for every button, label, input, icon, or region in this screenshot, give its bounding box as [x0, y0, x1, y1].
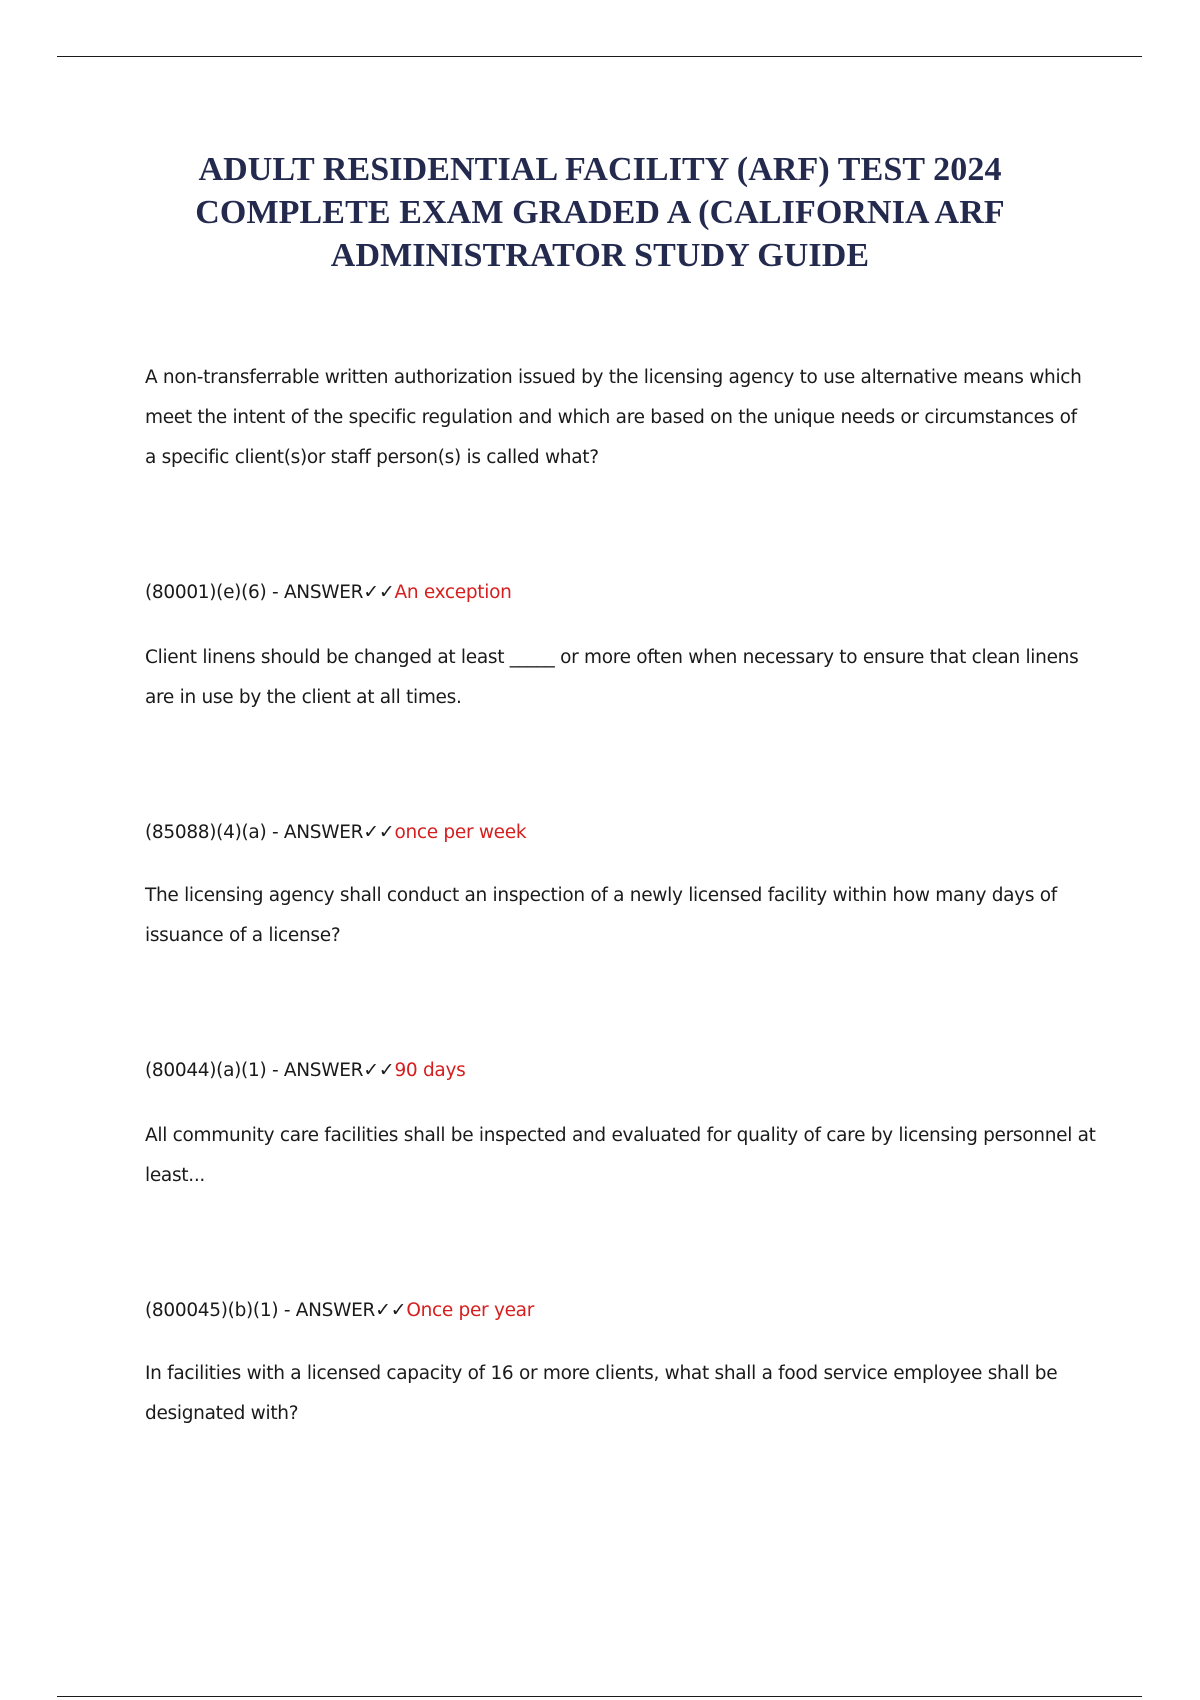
- footer-rule: [57, 1696, 1142, 1697]
- question-line: issuance of a license?: [145, 925, 341, 946]
- answer-2: [145, 818, 526, 847]
- question-line: designated with?: [145, 1403, 299, 1424]
- document-title: [100, 148, 1100, 277]
- title-line: ADMINISTRATOR STUDY GUIDE: [330, 237, 870, 274]
- question-5: [145, 1354, 1095, 1434]
- question-line: In facilities with a licensed capacity of 16 or more clients, what shall a food service employee shall be: [145, 1363, 1058, 1384]
- answer-1: [145, 578, 512, 607]
- title-line: COMPLETE EXAM GRADED A (CALIFORNIA ARF: [195, 194, 1005, 231]
- question-line: least...: [145, 1165, 205, 1186]
- checkmark-icon: ✓✓: [363, 821, 395, 843]
- question-2: [145, 638, 1095, 718]
- title-line: ADULT RESIDENTIAL FACILITY (ARF) TEST 2024: [198, 151, 1002, 188]
- answer-reference: (800045)(b)(1) - ANSWER: [145, 1300, 376, 1321]
- question-line: meet the intent of the specific regulation and which are based on the unique needs or circumstances of: [145, 407, 1077, 428]
- answer-text: Once per year: [406, 1300, 535, 1321]
- question-line: a specific client(s)or staff person(s) is called what?: [145, 447, 599, 468]
- answer-text: An exception: [394, 582, 512, 603]
- answer-reference: (80044)(a)(1) - ANSWER: [145, 1060, 364, 1081]
- checkmark-icon: ✓✓: [375, 1299, 407, 1321]
- header-rule: [57, 56, 1142, 57]
- checkmark-icon: ✓✓: [363, 1059, 395, 1081]
- answer-3: [145, 1056, 465, 1085]
- question-3: [145, 876, 1095, 956]
- question-4: [145, 1116, 1095, 1196]
- question-line: are in use by the client at all times.: [145, 687, 462, 708]
- answer-4: [145, 1296, 534, 1325]
- answer-reference: (85088)(4)(a) - ANSWER: [145, 822, 364, 843]
- question-line: A non-transferrable written authorization issued by the licensing agency to use alternative means which: [145, 367, 1082, 388]
- answer-reference: (80001)(e)(6) - ANSWER: [145, 582, 364, 603]
- question-line: The licensing agency shall conduct an inspection of a newly licensed facility within how many days of: [145, 885, 1057, 906]
- checkmark-icon: ✓✓: [363, 581, 395, 603]
- question-1: [145, 358, 1095, 478]
- answer-text: 90 days: [394, 1060, 466, 1081]
- question-line: Client linens should be changed at least _____ or more often when necessary to ensure that clean linens: [145, 647, 1079, 668]
- question-line: All community care facilities shall be inspected and evaluated for quality of care by licensing personnel at: [145, 1125, 1096, 1146]
- answer-text: once per week: [394, 822, 527, 843]
